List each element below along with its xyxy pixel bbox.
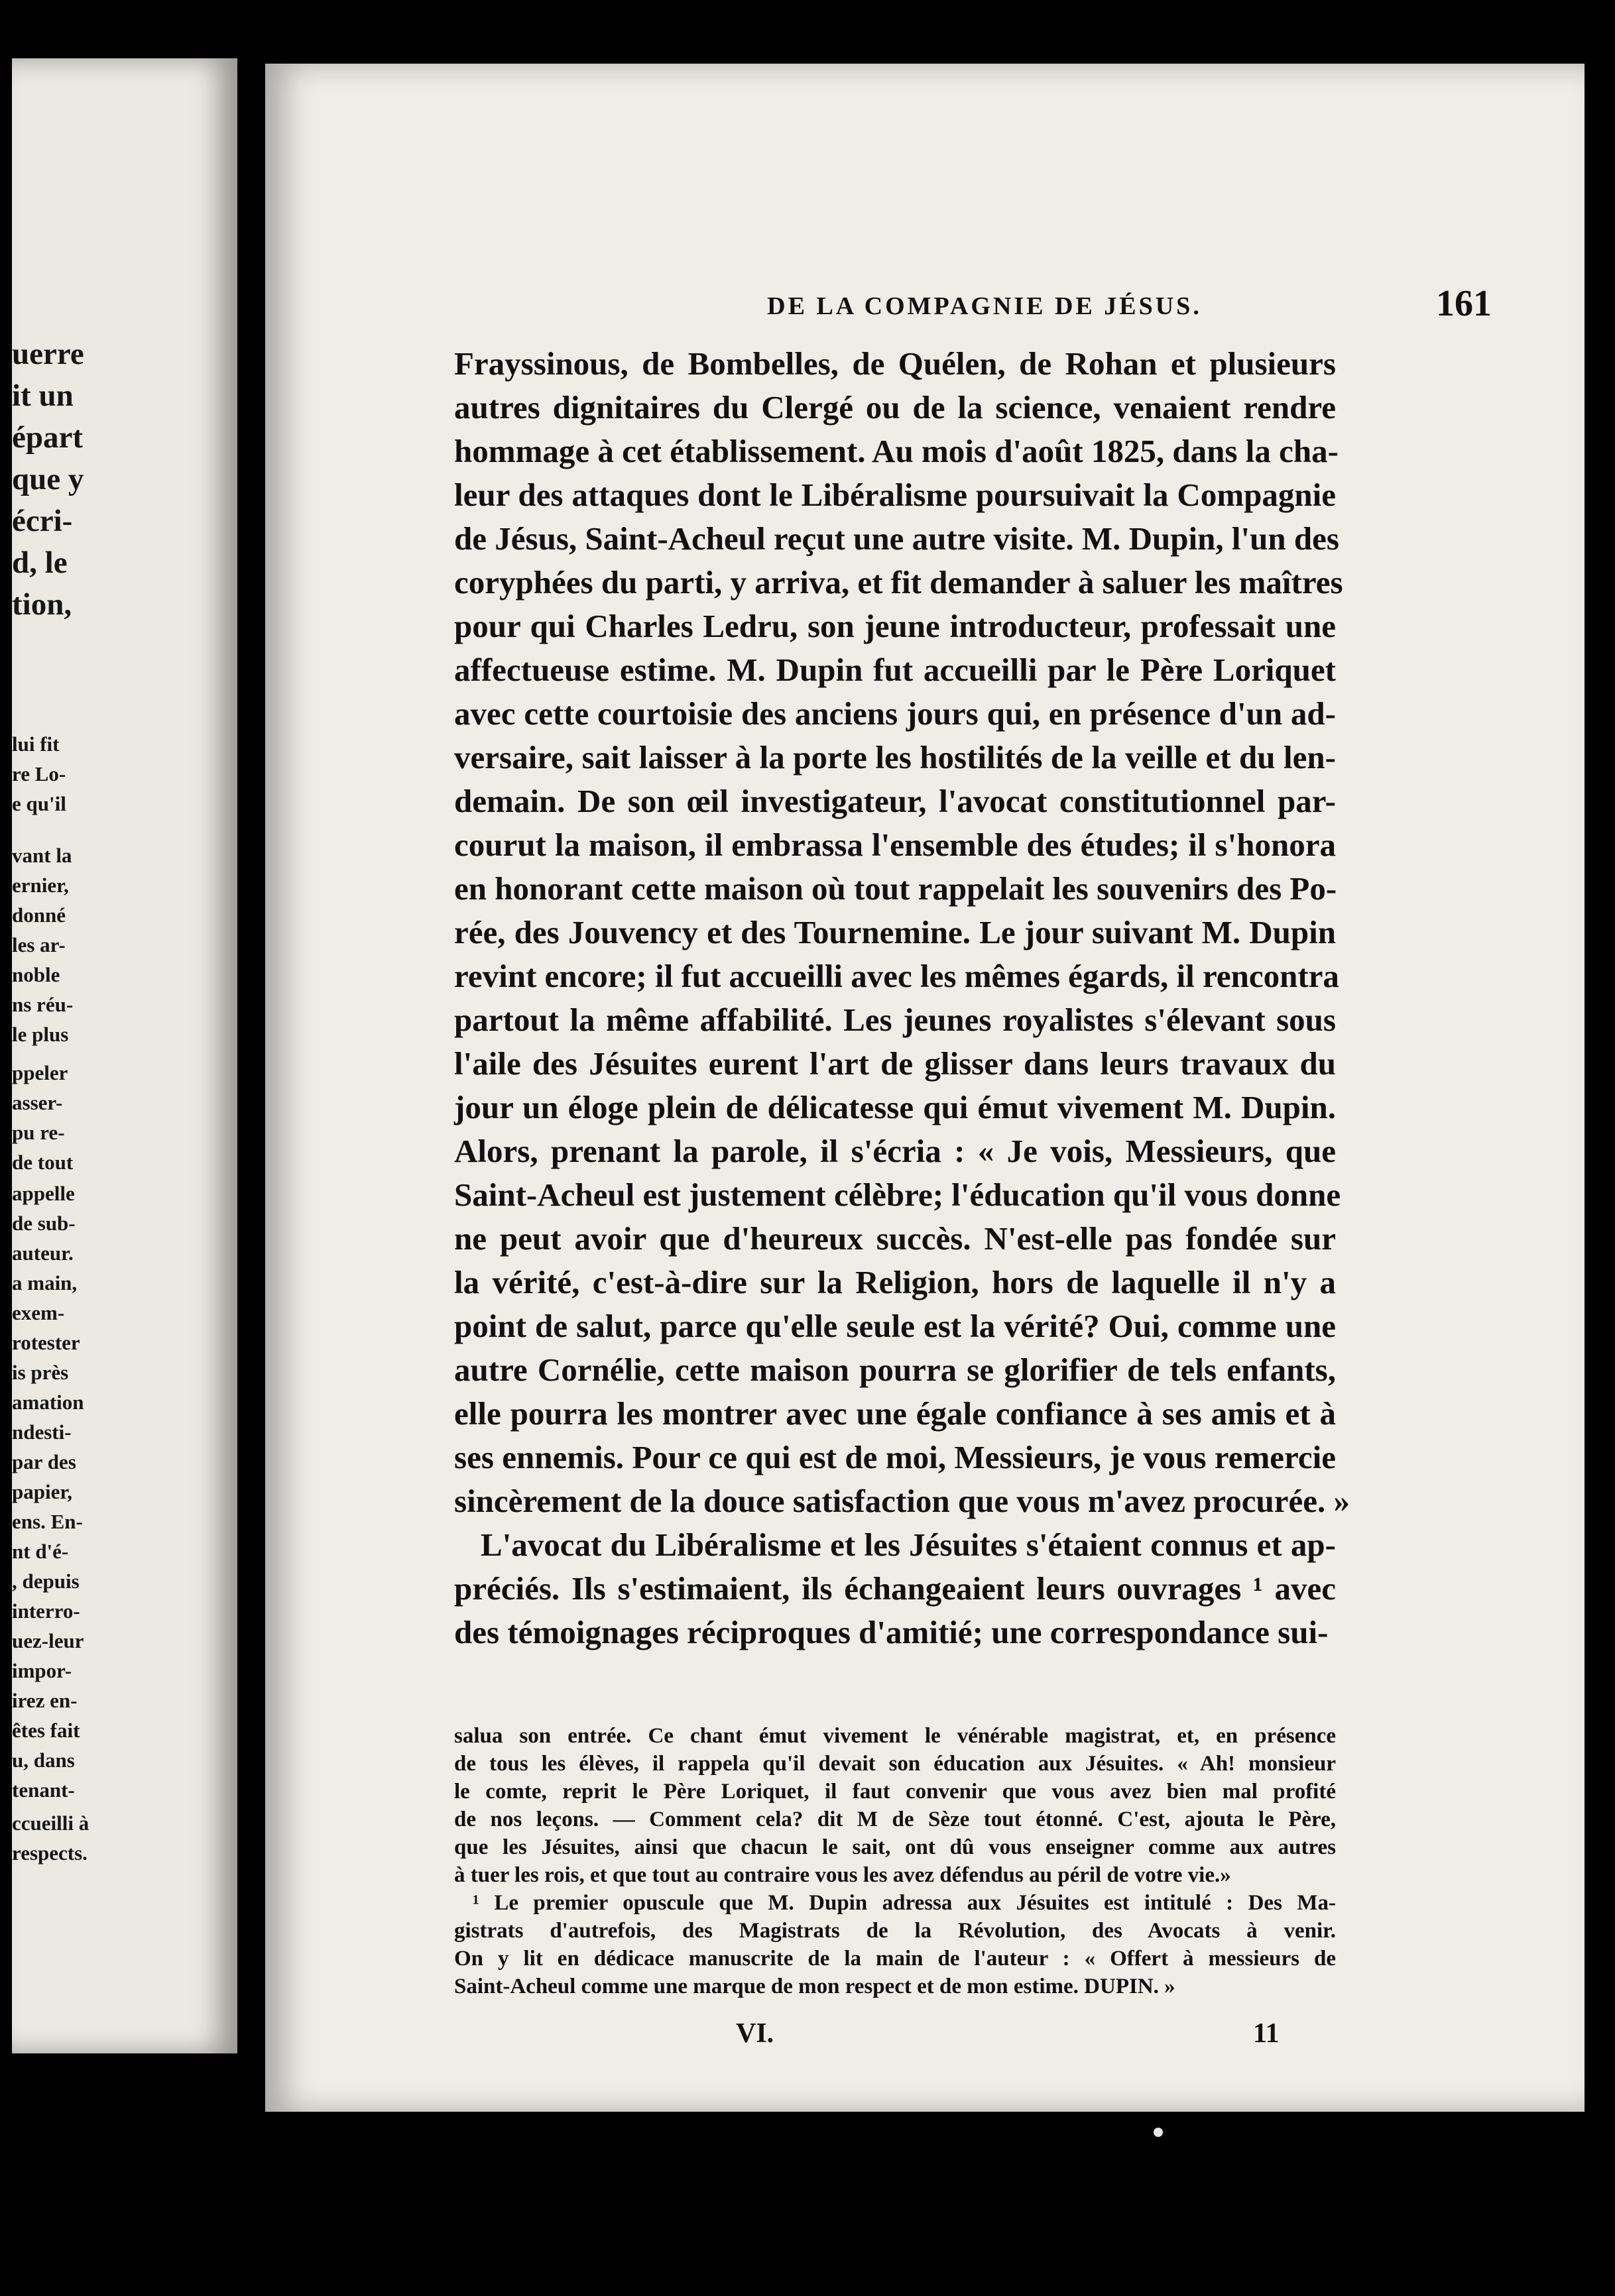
body-line: elle pourra les montrer avec une égale confiance à ses amis et à xyxy=(454,1395,1336,1432)
body-line: la vérité, c'est-à-dire sur la Religion, hors de laquelle il n'y a xyxy=(454,1264,1336,1300)
footnote-line: que les Jésuites, ainsi que chacun le sait, ont dû vous enseigner comme aux autres xyxy=(454,1835,1336,1859)
left-page-line: vant la xyxy=(12,844,72,867)
left-page-line: asser- xyxy=(12,1091,63,1114)
left-page-line: de tout xyxy=(12,1151,74,1174)
left-page-fragment-a xyxy=(12,729,66,819)
body-line: Alors, prenant la parole, il s'écria : « Je vois, Messieurs, que xyxy=(454,1133,1336,1169)
body-line: versaire, sait laisser à la porte les hostilités de la veille et du len- xyxy=(454,739,1336,775)
left-page-line: ernier, xyxy=(12,874,69,897)
left-page-line: re Lo- xyxy=(12,762,66,785)
left-page-line: par des xyxy=(12,1450,76,1473)
left-page-line: lui fit xyxy=(12,732,60,756)
left-page-line: écri- xyxy=(12,504,73,538)
body-line: hommage à cet établissement. Au mois d'août 1825, dans la cha- xyxy=(454,433,1339,469)
left-page-line: d, le xyxy=(12,545,68,580)
left-page-line: uez-leur xyxy=(12,1629,84,1652)
left-page-line: ndesti- xyxy=(12,1420,72,1444)
body-line: coryphées du parti, y arriva, et fit demander à saluer les maîtres xyxy=(454,564,1343,601)
left-page-line: impor- xyxy=(12,1659,72,1682)
left-page-line: que y xyxy=(12,462,84,496)
footnotes xyxy=(454,1722,1336,2000)
left-page-line: les ar- xyxy=(12,933,66,956)
body-line: avec cette courtoisie des anciens jours qui, en présence d'un ad- xyxy=(454,695,1336,732)
body-line: demain. De son œil investigateur, l'avocat constitutionnel par- xyxy=(454,783,1336,819)
footnote-line: de nos leçons. — Comment cela? dit M de Sèze tout étonné. C'est, ajouta le Père, xyxy=(454,1808,1336,1831)
left-page-line: irez en- xyxy=(12,1689,78,1712)
left-page-line: êtes fait xyxy=(12,1719,80,1742)
left-page-line: interro- xyxy=(12,1599,80,1623)
book-page xyxy=(265,64,1585,2112)
footnote-line: salua son entrée. Ce chant émut vivement le vénérable magistrat, et, en présence xyxy=(454,1724,1336,1748)
body-line: de Jésus, Saint-Acheul reçut une autre visite. M. Dupin, l'un des xyxy=(454,520,1339,557)
running-title: DE LA COMPAGNIE DE JÉSUS. xyxy=(767,292,1202,320)
body-line: en honorant cette maison où tout rappelait les souvenirs des Po- xyxy=(454,870,1337,907)
footnote-line: le comte, reprit le Père Loriquet, il faut convenir que vous avez bien mal profité xyxy=(454,1780,1336,1804)
left-page-line: auteur. xyxy=(12,1241,74,1265)
body-line: affectueuse estime. M. Dupin fut accueilli par le Père Loriquet xyxy=(454,652,1336,688)
footnote-line: de tous les élèves, il rappela qu'il devait son éducation aux Jésuites. « Ah! monsieur xyxy=(454,1752,1336,1776)
body-line: partout la même affabilité. Les jeunes royalistes s'élevant sous xyxy=(454,1002,1336,1038)
running-head xyxy=(577,282,1492,335)
body-line: autres dignitaires du Clergé ou de la science, venaient rendre xyxy=(454,389,1336,426)
body-line: sincèrement de la douce satisfaction que vous m'avez procurée. » xyxy=(454,1483,1350,1519)
left-page-line: ens. En- xyxy=(12,1510,83,1533)
left-page-fragment-e xyxy=(12,1808,89,1868)
body-line: leur des attaques dont le Libéralisme poursuivait la Compagnie xyxy=(454,477,1336,513)
body-line: courut la maison, il embrassa l'ensemble des études; il s'honora xyxy=(454,827,1336,863)
footnote-line: Saint-Acheul comme une marque de mon respect et de mon estime. DUPIN. » xyxy=(454,1975,1175,1998)
signature-mark: VI. xyxy=(736,2018,774,2049)
page-number: 161 xyxy=(1436,283,1492,324)
body-line: rée, des Jouvency et des Tournemine. Le jour suivant M. Dupin xyxy=(454,914,1336,950)
body-line: ne peut avoir que d'heureux succès. N'est-elle pas fondée sur xyxy=(454,1220,1336,1257)
left-page-fragment-c xyxy=(12,1058,73,1177)
body-line: point de salut, parce qu'elle seule est la vérité? Oui, comme une xyxy=(454,1308,1336,1344)
left-page-fragment-large xyxy=(12,333,84,626)
left-page-line: amation xyxy=(12,1391,84,1414)
left-facing-page xyxy=(12,58,237,2053)
body-line: ses ennemis. Pour ce qui est de moi, Messieurs, je vous remercie xyxy=(454,1439,1336,1475)
body-line: Saint-Acheul est justement célèbre; l'éducation qu'il vous donne xyxy=(454,1177,1341,1213)
footnote-line: à tuer les rois, et que tout au contraire vous les avez défendus au péril de votre vie.» xyxy=(454,1863,1231,1887)
footnote-line: ¹ Le premier opuscule que M. Dupin adressa aux Jésuites est intitulé : Des Ma- xyxy=(473,1891,1336,1915)
left-page-line: ccueilli à xyxy=(12,1811,90,1835)
left-page-line: tion, xyxy=(12,587,72,622)
left-page-line: noble xyxy=(12,963,60,986)
body-line: pour qui Charles Ledru, son jeune introducteur, professait une xyxy=(454,608,1336,644)
left-page-line: pu re- xyxy=(12,1121,65,1144)
body-line: revint encore; il fut accueilli avec les mêmes égards, il rencontra xyxy=(454,958,1339,994)
left-page-line: e qu'il xyxy=(12,792,66,815)
left-page-line: le plus xyxy=(12,1023,69,1046)
body-line: autre Cornélie, cette maison pourra se glorifier de tels enfants, xyxy=(454,1351,1336,1388)
left-page-line: u, dans xyxy=(12,1749,75,1772)
body-line: Frayssinous, de Bombelles, de Quélen, de Rohan et plusieurs xyxy=(454,345,1336,382)
body-line: préciés. Ils s'estimaient, ils échangeaient leurs ouvrages ¹ avec xyxy=(454,1570,1336,1607)
left-page-line: a main, xyxy=(12,1271,78,1294)
body-line: des témoignages réciproques d'amitié; une correspondance sui- xyxy=(454,1614,1329,1650)
body-line: L'avocat du Libéralisme et les Jésuites s'étaient connus et ap- xyxy=(481,1526,1336,1563)
left-page-line: tenant- xyxy=(12,1778,75,1802)
left-page-line: nt d'é- xyxy=(12,1540,69,1563)
left-page-line: is près xyxy=(12,1361,69,1384)
left-page-line: exem- xyxy=(12,1301,65,1324)
scan-speck xyxy=(1154,2128,1163,2137)
left-page-line: de sub- xyxy=(12,1212,76,1235)
left-page-line: rotester xyxy=(12,1331,80,1354)
left-page-line: it un xyxy=(12,378,74,413)
left-page-line: appelle xyxy=(12,1182,75,1205)
left-page-line: papier, xyxy=(12,1480,73,1503)
body-line: jour un éloge plein de délicatesse qui émut vivement M. Dupin. xyxy=(454,1089,1336,1125)
left-page-line: respects. xyxy=(12,1841,88,1865)
left-page-line: uerre xyxy=(12,337,84,371)
left-page-line: , depuis xyxy=(12,1570,80,1593)
left-page-line: ns réu- xyxy=(12,993,74,1016)
body-line: l'aile des Jésuites eurent l'art de glisser dans leurs travaux du xyxy=(454,1045,1336,1082)
left-page-fragment-d xyxy=(12,1178,84,1805)
left-page-fragment-b xyxy=(12,840,73,1049)
body-text xyxy=(454,342,1350,1654)
left-page-line: épart xyxy=(12,420,84,455)
gathering-number: 11 xyxy=(1253,2018,1280,2049)
left-page-line: ppeler xyxy=(12,1061,68,1084)
footnote-line: gistrats d'autrefois, des Magistrats de la Révolution, des Avocats à venir. xyxy=(454,1919,1336,1943)
footnote-line: On y lit en dédicace manuscrite de la main de l'auteur : « Offert à messieurs de xyxy=(454,1947,1336,1971)
left-page-line: donné xyxy=(12,903,66,927)
